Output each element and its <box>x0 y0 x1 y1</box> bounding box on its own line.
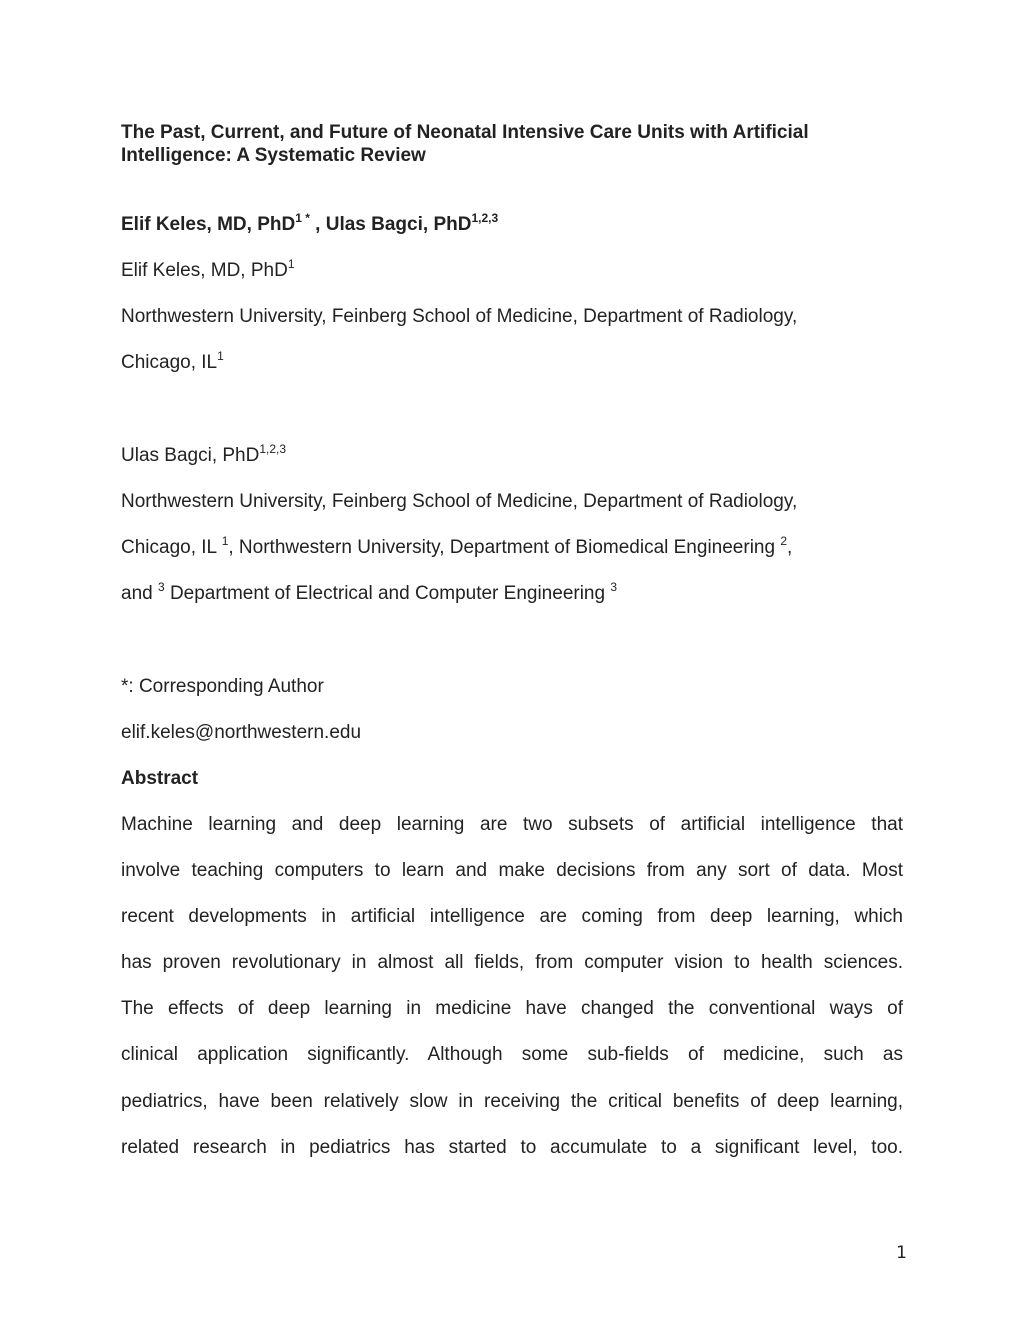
affiliation-1-name-superscript: 1 <box>287 257 295 271</box>
affiliation-2-superscript-a: 1 <box>221 534 229 548</box>
author-superscript-1: 1 * <box>295 211 310 225</box>
author-superscript-2: 1,2,3 <box>471 211 499 225</box>
paper-title-line-2: Intelligence: A Systematic Review <box>121 145 426 166</box>
abstract-line: pediatrics, have been relatively slow in receiving the critical benefits of deep learning, <box>121 1091 903 1112</box>
affiliation-2-line-2: Chicago, IL $^1$, Northwestern University, Department of Biomedical Engineering $^2$, <box>121 534 793 558</box>
affiliation-1-name: Elif Keles, MD, PhD$^1$ <box>121 257 295 281</box>
abstract-line: involve teaching computers to learn and make decisions from any sort of data. Most <box>121 860 903 881</box>
abstract-line: recent developments in artificial intelligence are coming from deep learning, which <box>121 906 903 927</box>
affiliation-2-superscript-c: 3 <box>157 580 165 594</box>
abstract-heading: Abstract <box>121 768 199 789</box>
abstract-line: clinical application significantly. Although some sub-fields of medicine, such as <box>121 1044 903 1065</box>
affiliation-1-line-1: Northwestern University, Feinberg School of Medicine, Department of Radiology, <box>121 306 798 327</box>
page-number: 1 <box>896 1243 907 1263</box>
abstract-line: The effects of deep learning in medicine have changed the conventional ways of <box>121 998 903 1019</box>
abstract-line: has proven revolutionary in almost all fields, from computer vision to health sciences. <box>121 952 903 973</box>
corresponding-author-email: elif.keles@northwestern.edu <box>121 722 362 743</box>
author-name-1: Elif Keles, MD, PhD <box>121 214 296 235</box>
affiliation-2-superscript-b: 2 <box>780 534 788 548</box>
abstract-line: Machine learning and deep learning are two subsets of artificial intelligence that <box>121 814 903 835</box>
affiliation-2-line-3: and $^3$ Department of Electrical and Computer Engineering $^3$ <box>121 580 618 604</box>
author-separator: , <box>309 214 326 235</box>
paper-title-line-1: The Past, Current, and Future of Neonatal Intensive Care Units with Artificial <box>121 122 809 143</box>
affiliation-2-line-1: Northwestern University, Feinberg School of Medicine, Department of Radiology, <box>121 491 798 512</box>
author-name-2: Ulas Bagci, PhD <box>325 214 472 235</box>
affiliation-1-line-2: Chicago, $IL^1$ <box>121 349 224 373</box>
author-list <box>121 213 498 237</box>
affiliation-2-name-superscript: 1,2,3 <box>259 442 287 456</box>
affiliation-2-superscript-d: 3 <box>610 580 618 594</box>
affiliation-2-name: Ulas Bagci, PhD$^{1,2,3}$ <box>121 442 287 466</box>
corresponding-author-label: *: Corresponding Author <box>121 676 324 697</box>
affiliation-1-line-2-superscript: 1 <box>217 349 224 363</box>
abstract-line: related research in pediatrics has started to accumulate to a significant level, too. <box>121 1137 903 1158</box>
